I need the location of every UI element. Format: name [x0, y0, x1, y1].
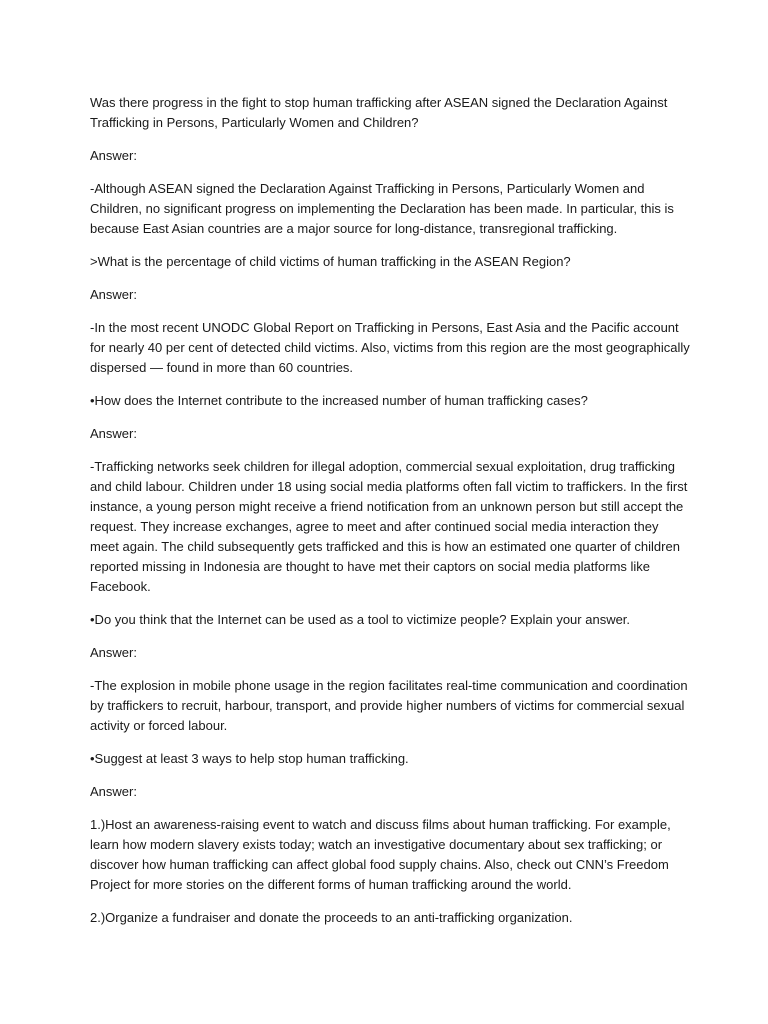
answer-label: Answer:: [90, 148, 137, 163]
answer-label: Answer:: [90, 287, 137, 302]
question-asean-progress: Was there progress in the fight to stop human trafficking after ASEAN signed the Declaration Against Trafficking in Persons, Particularly Women and Children?: [90, 95, 668, 130]
question-child-victims-percentage: >What is the percentage of child victims of human trafficking in the ASEAN Region?: [90, 254, 571, 269]
answer-internet-contribution: -Trafficking networks seek children for illegal adoption, commercial sexual exploitation, drug trafficking and child labour. Children under 18 using social media platforms often fall victim to traffickers. In the first instance, a young person might receive a friend notification from an unknown person but still accept the request. They increase exchanges, agree to meet and after continued social media interaction they meet again. The child subsequently gets trafficked and this is how an estimated one quarter of children reported missing in Indonesia are thought to have met their captors on social media platforms like Facebook.: [90, 459, 688, 594]
answer-child-victims-percentage: -In the most recent UNODC Global Report on Trafficking in Persons, East Asia and the Pacific account for nearly 40 per cent of detected child victims. Also, victims from this region are the most geographically dispersed — found in more than 60 countries.: [90, 320, 690, 375]
answer-label: Answer:: [90, 784, 137, 799]
answer-label: Answer:: [90, 426, 137, 441]
answer-label: Answer:: [90, 645, 137, 660]
answer-way-1: 1.)Host an awareness-raising event to watch and discuss films about human trafficking. For example, learn how modern slavery exists today; watch an investigative documentary about sex trafficking; or discover how human trafficking can affect global food supply chains. Also, check out CNN’s Freedom Project for more stories on the different forms of human trafficking around the world.: [90, 817, 671, 892]
question-ways-to-stop: •Suggest at least 3 ways to help stop human trafficking.: [90, 751, 409, 766]
document-page: [90, 93, 690, 941]
answer-internet-victimize: -The explosion in mobile phone usage in the region facilitates real-time communication and coordination by traffickers to recruit, harbour, transport, and provide higher numbers of victims for commercial sexual activity or forced labour.: [90, 678, 688, 733]
question-internet-victimize: •Do you think that the Internet can be used as a tool to victimize people? Explain your answer.: [90, 612, 631, 627]
answer-asean-progress: -Although ASEAN signed the Declaration Against Trafficking in Persons, Particularly Women and Children, no significant progress on implementing the Declaration has been made. In particular, this is because East Asian countries are a major source for long-distance, transregional trafficking.: [90, 181, 674, 236]
question-internet-contribution: •How does the Internet contribute to the increased number of human trafficking cases?: [90, 393, 588, 408]
answer-way-2: 2.)Organize a fundraiser and donate the proceeds to an anti-trafficking organization.: [90, 910, 573, 925]
